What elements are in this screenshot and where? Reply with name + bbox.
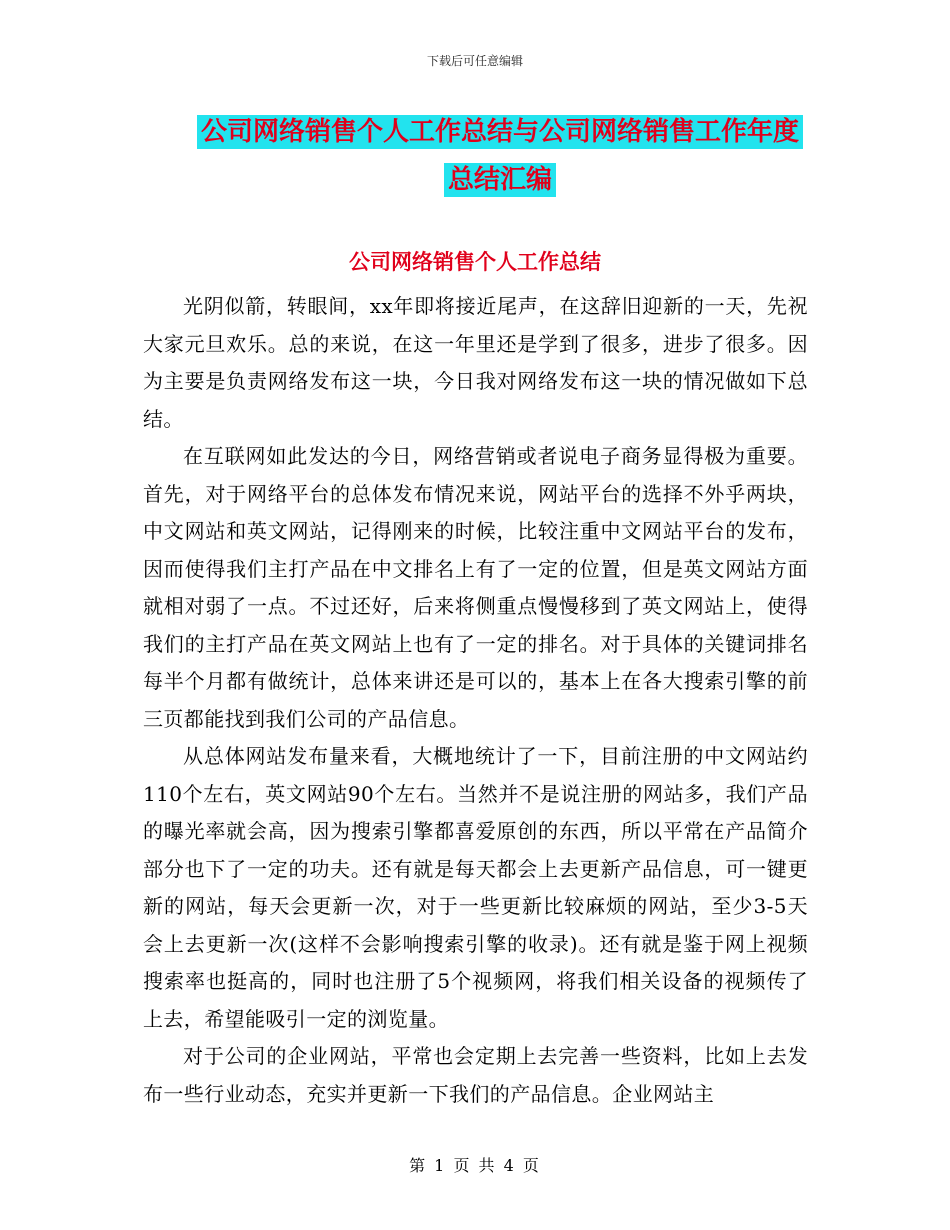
body-text (143, 288, 808, 1113)
paragraph: 从总体网站发布量来看，大概地统计了一下，目前注册的中文网站约110个左右，英文网站90个左右。当然并不是说注册的网站多，我们产品的曝光率就会高，因为搜索引擎都喜爱原创的东西，所以平常在产品简介部分也下了一定的功夫。还有就是每天都会上去更新产品信息，可一键更新的网站，每天会更新一次，对于一些更新比较麻烦的网站，至少3-5天会上去更新一次(这样不会影响搜索引擎的收录)。还有就是鉴于网上视频搜索率也挺高的，同时也注册了5个视频网，将我们相关设备的视频传了上去，希望能吸引一定的浏览量。 (143, 744, 808, 1031)
paragraph: 光阴似箭，转眼间，xx年即将接近尾声，在这辞旧迎新的一天，先祝大家元旦欢乐。总的来说，在这一年里还是学到了很多，进步了很多。因为主要是负责网络发布这一块，今日我对网络发布这一块的情况做如下总结。 (143, 294, 808, 431)
page-footer: 第 1 页 共 4 页 (409, 1156, 541, 1175)
paragraph: 对于公司的企业网站，平常也会定期上去完善一些资料，比如上去发布一些行业动态，充实并更新一下我们的产品信息。企业网站主 (143, 1044, 808, 1106)
header-note: 下载后可任意编辑 (426, 54, 523, 68)
section-title: 公司网络销售个人工作总结 (349, 250, 601, 274)
document-title-line-1: 公司网络销售个人工作总结与公司网络销售工作年度 (197, 115, 803, 149)
paragraph: 在互联网如此发达的今日，网络营销或者说电子商务显得极为重要。首先，对于网络平台的总体发布情况来说，网站平台的选择不外乎两块，中文网站和英文网站，记得刚来的时候，比较注重中文网站平台的发布，因而使得我们主打产品在中文排名上有了一定的位置，但是英文网站方面就相对弱了一点。不过还好，后来将侧重点慢慢移到了英文网站上，使得我们的主打产品在英文网站上也有了一定的排名。对于具体的关键词排名每半个月都有做统计，总体来讲还是可以的，基本上在各大搜索引擎的前三页都能找到我们公司的产品信息。 (143, 444, 808, 731)
document-title-line-2: 总结汇编 (444, 163, 556, 197)
document-title (190, 108, 810, 204)
